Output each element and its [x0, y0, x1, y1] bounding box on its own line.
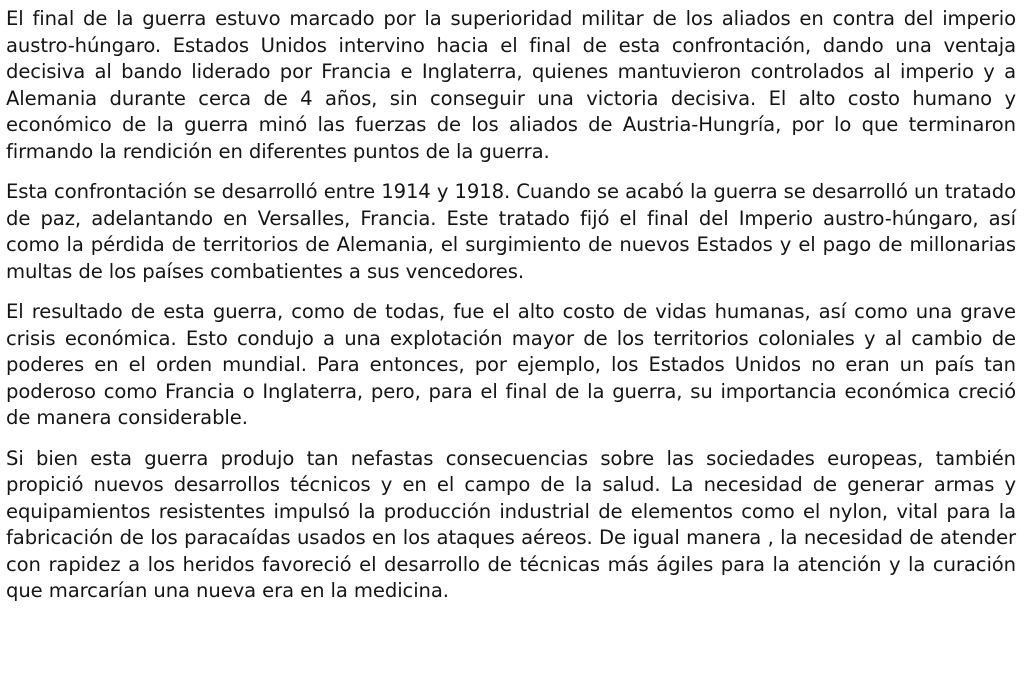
- paragraph-technical-advances: Si bien esta guerra produjo tan nefastas consecuencias sobre las sociedades europeas, también propició nuevos desarrollos técnicos y en el campo de la salud. La necesidad de generar armas y equipamientos resistentes impulsó la producción industrial de elementos como el nylon, vital para la fabricación de los paracaídas usados en los ataques aéreos. De igual manera , la necesidad de atender con rapidez a los heridos favoreció el desarrollo de técnicas más ágiles para la atención y la curación que marcarían una nueva era en la medicina.: [6, 446, 1016, 602]
- document-body: [6, 6, 1016, 619]
- paragraph-treaty-of-versailles: Esta confrontación se desarrolló entre 1914 y 1918. Cuando se acabó la guerra se desarrolló un tratado de paz, adelantando en Versalles, Francia. Este tratado fijó el final del Imperio austro-húngaro, así como la pérdida de territorios de Alemania, el surgimiento de nuevos Estados y el pago de millonarias multas de los países combatientes a sus vencedores.: [6, 180, 1016, 283]
- paragraph-end-of-war: El final de la guerra estuvo marcado por la superioridad militar de los aliados en contra del imperio austro-húngaro. Estados Unidos intervino hacia el final de esta confrontación, dando una ventaja decisiva al bando liderado por Francia e Inglaterra, quienes mantuvieron controlados al imperio y a Alemania durante cerca de 4 años, sin conseguir una victoria decisiva. El alto costo humano y económico de la guerra minó las fuerzas de los aliados de Austria-Hungría, por lo que terminaron firmando la rendición en diferentes puntos de la guerra.: [6, 7, 1016, 163]
- paragraph-war-consequences: El resultado de esta guerra, como de todas, fue el alto costo de vidas humanas, así como una grave crisis económica. Esto condujo a una explotación mayor de los territorios coloniales y al cambio de poderes en el orden mundial. Para entonces, por ejemplo, los Estados Unidos no eran un país tan poderoso como Francia o Inglaterra, pero, para el final de la guerra, su importancia económica creció de manera considerable.: [6, 300, 1016, 429]
